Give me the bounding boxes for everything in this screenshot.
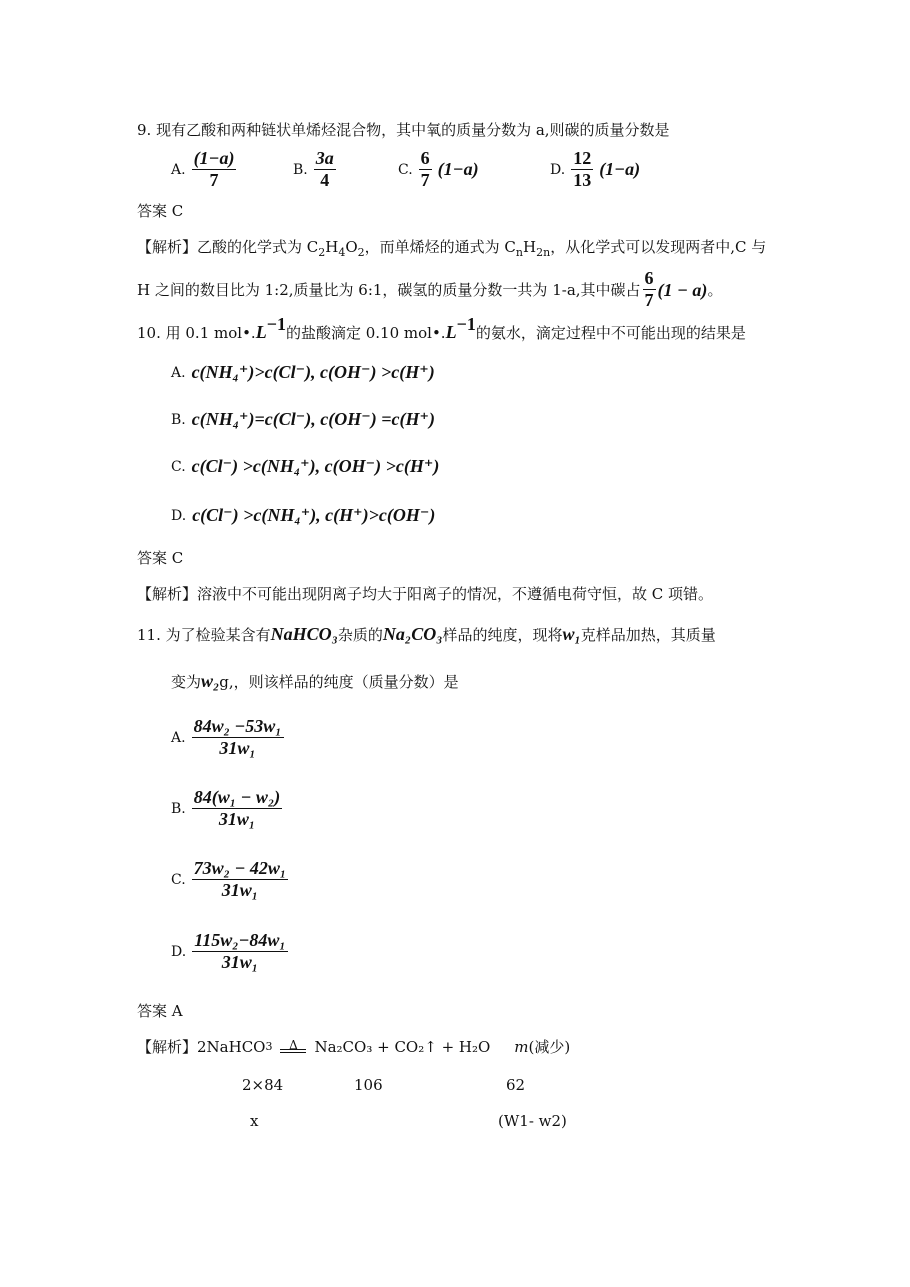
q10-option-b <box>171 409 435 430</box>
text: 10. 用 0.1 mol•. <box>137 324 256 342</box>
q10-analysis: 【解析】溶液中不可能出现阴离子均大于阳离子的情况，不遵循电荷守恒，故 C 项错。 <box>137 585 714 603</box>
q9-option-d <box>550 148 640 191</box>
numerator: 6 <box>420 148 430 168</box>
q11-row2-col1: x <box>250 1112 259 1130</box>
text: 11. 为了检验某含有 <box>137 626 271 644</box>
expression: c(Cl⁻) >c(NH₄⁺), c(H⁺)>c(OH⁻) <box>192 505 436 525</box>
fraction <box>643 268 656 311</box>
numerator: 12 <box>573 148 592 168</box>
fraction <box>192 787 282 830</box>
denominator: 7 <box>420 170 430 190</box>
q11-answer: 答案 A <box>137 1002 183 1020</box>
option-label: D. <box>171 507 187 524</box>
text: 克样品加热，其质量 <box>580 626 716 644</box>
denominator: 31w₁ <box>221 880 259 900</box>
q9-analysis-line2 <box>137 268 722 311</box>
denominator: 31w₁ <box>221 952 259 972</box>
q11-stem-line1 <box>137 624 716 645</box>
numerator: 84(w₁ − w₂) <box>193 787 281 807</box>
text: (减少) <box>528 1038 571 1056</box>
expression: c(NH₄⁺)=c(Cl⁻), c(OH⁻) =c(H⁺) <box>191 409 435 429</box>
expression: c(NH₄⁺)>c(Cl⁻), c(OH⁻) >c(H⁺) <box>191 362 435 382</box>
expression: c(Cl⁻) >c(NH₄⁺), c(OH⁻) >c(H⁺) <box>191 456 440 476</box>
text: 。 <box>707 280 723 299</box>
q9-answer: 答案 C <box>137 202 184 220</box>
unit: L <box>445 322 457 342</box>
text: 杂质的 <box>337 626 383 644</box>
text: g,，则该样品的纯度（质量分数）是 <box>219 673 459 691</box>
q9-option-a <box>171 148 236 191</box>
numerator: 6 <box>644 268 654 288</box>
option-label: C. <box>398 161 413 178</box>
text: 【解析】乙酸的化学式为 C <box>137 238 319 256</box>
q10-option-c <box>171 456 439 477</box>
text: 变为 <box>171 673 202 691</box>
numerator: 73w₂ − 42w₁ <box>193 858 287 878</box>
q9-option-c <box>398 148 479 191</box>
q11-option-c <box>171 858 288 901</box>
q11-option-d <box>171 930 288 973</box>
fraction <box>192 930 287 973</box>
option-label: A. <box>171 161 186 178</box>
text: 的氨水，滴定过程中不可能出现的结果是 <box>475 324 746 342</box>
q11-row1-col1: 2×84 <box>242 1076 284 1094</box>
text: Na₂CO₃ + CO₂↑ + H₂O <box>314 1038 491 1056</box>
factor: (1−a) <box>599 159 641 179</box>
option-label: C. <box>171 871 186 888</box>
heat-arrow-icon <box>280 1038 306 1053</box>
factor: (1 − a) <box>657 279 708 300</box>
denominator: 13 <box>573 170 592 190</box>
text: ，从化学式可以发现两者中,C 与 <box>550 238 767 256</box>
denominator: 4 <box>320 170 330 190</box>
denominator: 31w₁ <box>219 738 256 758</box>
option-label: A. <box>171 729 186 746</box>
option-label: B. <box>293 161 308 178</box>
variable: w₁ <box>562 624 581 644</box>
numerator: 115w₂−84w₁ <box>194 930 286 950</box>
text: 【解析】2NaHCO <box>137 1038 266 1056</box>
fraction <box>571 148 593 191</box>
q10-stem: 10. 用 0.1 $mol•.L^{-1}$的盐酸滴定 0.10 $mol•.L^{-1}$的氨水，滴定过程中不可能出现的结果是 <box>137 314 746 342</box>
text: ，而单烯烃的通式为 C <box>364 238 516 256</box>
option-label: B. <box>171 800 186 817</box>
q11-analysis-equation: 【解析】2NaHCO 3 Δ Na₂CO₃ + CO₂↑ + H₂O m (减少) <box>137 1038 571 1056</box>
text: H 之间的数目比为 1:2,质量比为 6:1，碳氢的质量分数一共为 1-a,其中碳占 <box>137 280 641 299</box>
numerator: 3a <box>315 148 334 168</box>
q9-stem: 9. 现有乙酸和两种链状单烯烃混合物，其中氧的质量分数为 a,则碳的质量分数是 <box>137 121 670 139</box>
text: 样品的纯度，现将 <box>442 626 563 644</box>
q10-option-a <box>171 362 435 383</box>
option-label: C. <box>171 458 186 475</box>
denominator: 31w₁ <box>218 809 256 829</box>
variable: m <box>514 1038 529 1056</box>
fraction <box>192 148 237 191</box>
fraction <box>192 858 288 901</box>
unit: L <box>255 322 267 342</box>
option-label: D. <box>550 161 566 178</box>
q9-analysis-line1: 【解析】乙酸的化学式为 $C_2H_4O_2$，而单烯烃的通式为 $C_nH_{2n}$，从化学式可以发现两者中,C 与 <box>137 238 767 259</box>
q11-option-a <box>171 716 284 759</box>
option-label: D. <box>171 943 187 960</box>
fraction <box>314 148 336 191</box>
formula: NaHCO₃ <box>270 624 338 644</box>
q11-row2-col3: (W1- w2) <box>498 1112 567 1130</box>
formula: Na₂CO₃ <box>382 624 443 644</box>
text: 的盐酸滴定 0.10 mol•. <box>285 324 446 342</box>
option-label: B. <box>171 411 186 428</box>
fraction <box>192 716 284 759</box>
delta-symbol: Δ <box>289 1038 298 1052</box>
denominator: 7 <box>209 170 219 190</box>
q11-row1-col3: 62 <box>506 1076 526 1094</box>
q10-option-d <box>171 505 435 526</box>
q9-option-b <box>293 148 336 191</box>
numerator: (1−a) <box>193 148 235 168</box>
variable: w₂ <box>201 671 220 691</box>
fraction <box>419 148 432 191</box>
denominator: 7 <box>644 290 654 310</box>
option-label: A. <box>171 364 186 381</box>
q11-row1-col2: 106 <box>354 1076 383 1094</box>
numerator: 84w₂ −53w₁ <box>193 716 282 736</box>
q10-answer: 答案 C <box>137 549 184 567</box>
q11-stem-line2 <box>171 671 459 692</box>
q11-option-b <box>171 787 282 830</box>
factor: (1−a) <box>437 159 479 179</box>
